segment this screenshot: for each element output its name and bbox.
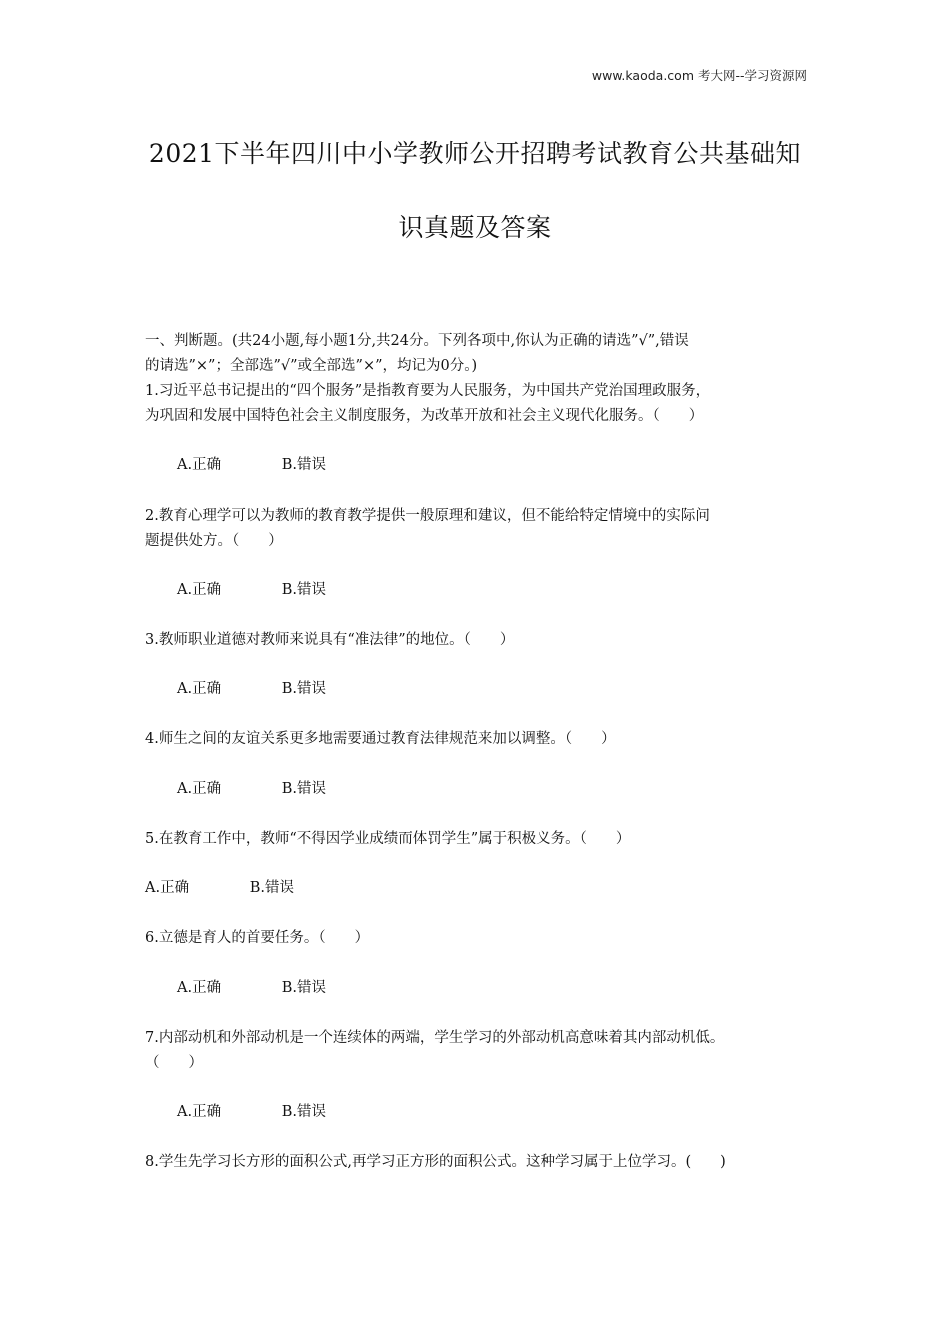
question-6-option-b[interactable]: B.错误 [281,980,326,996]
question-6-line-1: 6.立德是育人的首要任务。（ ） [145,930,370,946]
question-6-options [177,976,326,1001]
question-7-line-2: （ ） [145,1055,203,1071]
question-3-option-b[interactable]: B.错误 [281,681,326,697]
question-2-option-a[interactable]: A.正确 [177,582,222,598]
question-1-line-2: 为巩固和发展中国特色社会主义制度服务，为改革开放和社会主义现代化服务。（ ） [145,408,704,424]
question-5-options [145,876,294,901]
question-7-option-b[interactable]: B.错误 [281,1104,326,1120]
question-4-option-b[interactable]: B.错误 [281,781,326,797]
question-4-line-1: 4.师生之间的友谊关系更多地需要通过教育法律规范来加以调整。（ ） [145,731,616,747]
question-1 [145,379,810,429]
question-7-line-1: 7.内部动机和外部动机是一个连续体的两端，学生学习的外部动机高意味着其内部动机低。 [145,1030,725,1046]
section-instructions-line-2: 的请选”×”；全部选”√”或全部选”×”，均记为0分。) [145,358,478,374]
question-3 [145,628,810,653]
question-8-line-1: 8.学生先学习长方形的面积公式,再学习正方形的面积公式。这种学习属于上位学习。( ) [145,1154,726,1170]
question-3-options [177,677,326,702]
section-instructions-line-1: 一、判断题。(共24小题,每小题1分,共24分。下列各项中,你认为正确的请选”√”,错误 [145,333,689,349]
question-6-option-a[interactable]: A.正确 [177,980,222,996]
question-3-option-a[interactable]: A.正确 [177,681,222,697]
question-6 [145,926,810,951]
question-4-option-a[interactable]: A.正确 [177,781,222,797]
question-7-options [177,1100,326,1125]
question-1-option-b[interactable]: B.错误 [281,457,326,473]
question-8 [145,1150,810,1175]
question-7-option-a[interactable]: A.正确 [177,1104,222,1120]
question-5-option-a[interactable]: A.正确 [145,880,190,896]
section-instructions [145,329,810,379]
question-2-line-1: 2.教育心理学可以为教师的教育教学提供一般原理和建议，但不能给特定情境中的实际问 [145,508,710,524]
document-title-line-1: 2021下半年四川中小学教师公开招聘考试教育公共基础知 [148,139,802,168]
question-5 [145,827,810,852]
question-2-options [177,578,326,603]
question-2-line-2: 题提供处方。（ ） [145,533,283,549]
question-4 [145,727,810,752]
question-5-line-1: 5.在教育工作中，教师“不得因学业成绩而体罚学生”属于积极义务。（ ） [145,831,631,847]
question-3-line-1: 3.教师职业道德对教师来说具有“准法律”的地位。（ ） [145,632,515,648]
question-4-options [177,777,326,802]
question-2-option-b[interactable]: B.错误 [281,582,326,598]
question-2 [145,504,810,554]
question-7 [145,1026,810,1076]
header-site-link[interactable]: www.kaoda.com 考大网--学习资源网 [591,68,807,83]
question-1-line-1: 1.习近平总书记提出的“四个服务”是指教育要为人民服务，为中国共产党治国理政服务， [145,383,711,399]
question-5-option-b[interactable]: B.错误 [249,880,294,896]
question-1-option-a[interactable]: A.正确 [177,457,222,473]
document-title-line-2: 识真题及答案 [398,213,552,242]
question-1-options [177,453,326,478]
